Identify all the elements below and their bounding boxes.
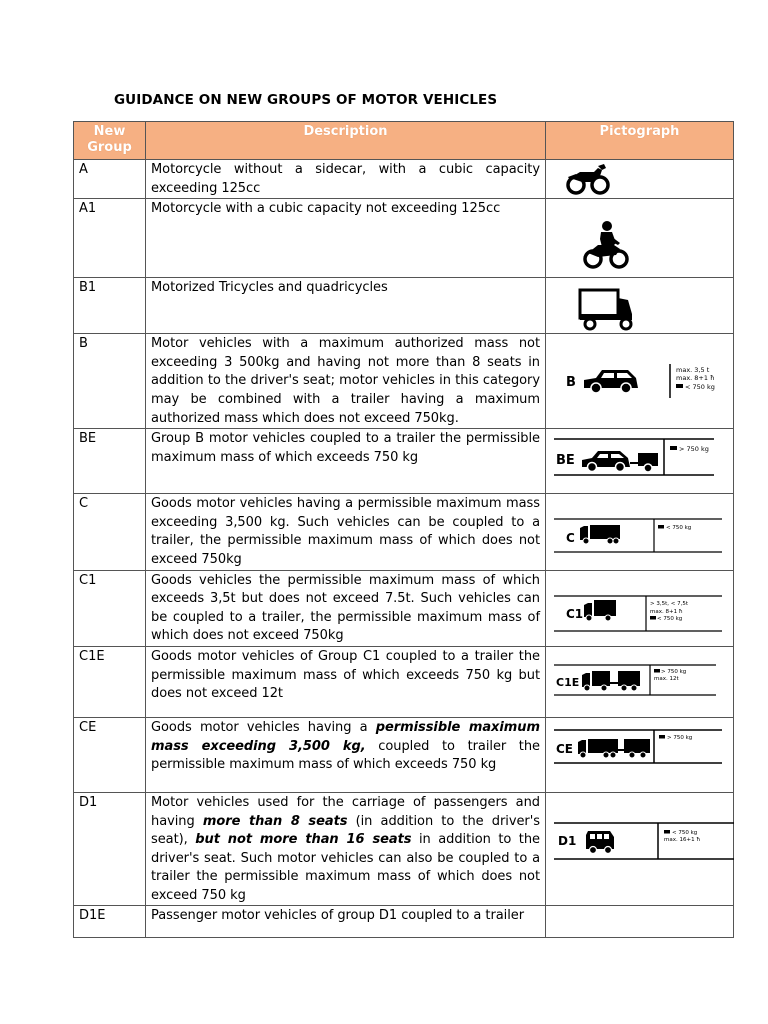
group-code: B1	[74, 278, 146, 334]
group-code: CE	[74, 717, 146, 792]
header-description: Description	[146, 122, 546, 160]
table-header-row	[74, 122, 734, 160]
header-pictograph: Pictograph	[546, 122, 734, 160]
truck-trailer-pictograph	[546, 718, 734, 792]
group-code: D1E	[74, 906, 146, 938]
pictograph-cell	[546, 494, 734, 570]
pictograph-label: BE	[556, 453, 575, 469]
group-description: Group B motor vehicles coupled to a trailer the permissible maximum mass of which exceeds 750 kg	[146, 429, 546, 494]
pictograph-note: max. 8+1 ħ	[676, 374, 715, 383]
truck-icon	[582, 671, 610, 691]
table-row	[74, 570, 734, 646]
trailer-icon	[618, 739, 650, 758]
trailer-icon	[610, 671, 640, 691]
motorcycle-icon	[546, 160, 734, 198]
car-icon	[584, 370, 638, 393]
group-code: D1	[74, 792, 146, 906]
group-code: C	[74, 494, 146, 570]
table-row	[74, 334, 734, 429]
trailer-icon	[676, 384, 683, 388]
group-description: Goods motor vehicles having a permissible maximum mass exceeding 3,500 kg. Such vehicles can be coupled to a trailer, the permissible maximum mass of which does not exceed 750kg	[146, 494, 546, 570]
car-pictograph	[546, 334, 734, 427]
pictograph-label: C1E	[556, 675, 580, 689]
pictograph-cell	[546, 646, 734, 717]
pictograph-note: max. 12t	[654, 675, 679, 682]
group-code: C1E	[74, 646, 146, 717]
description-emphasis: more than 8 seats	[202, 813, 348, 829]
group-description: Passenger motor vehicles of group D1 coupled to a trailer	[146, 906, 546, 938]
truck-icon	[580, 525, 620, 544]
group-description: Goods motor vehicles of Group C1 coupled to a trailer the permissible maximum mass of which exceeds 750 kg but does not exceed 12t	[146, 646, 546, 717]
pictograph-cell	[546, 429, 734, 494]
pictograph-note: > 3,5t, < 7,5t	[650, 600, 689, 607]
trailer-icon	[650, 616, 656, 620]
group-description: Motorized Tricycles and quadricycles	[146, 278, 546, 334]
table-row	[74, 646, 734, 717]
description-text: Goods motor vehicles having a	[151, 719, 376, 735]
pictograph-note: > 750 kg	[661, 668, 687, 675]
pictograph-cell	[546, 717, 734, 792]
description-text: coupled to trailer the permissible maximum mass of which exceeds 750 kg	[151, 738, 540, 773]
table-row	[74, 160, 734, 199]
car-trailer-pictograph	[546, 429, 734, 493]
pictograph-label: B	[566, 375, 576, 391]
trailer-icon	[630, 453, 658, 472]
vehicle-groups-table	[73, 121, 734, 938]
minibus-icon	[586, 831, 614, 854]
description-emphasis: but not more than 16 seats	[195, 832, 412, 848]
trailer-icon	[664, 830, 670, 834]
pictograph-label: C1	[566, 606, 584, 621]
car-icon	[582, 451, 630, 472]
description-text: in addition to the driver's seat. Such motor vehicles can also be coupled to a trailer the permissible maximum mass of which does not exceed 750 kg	[151, 832, 540, 903]
table-row	[74, 429, 734, 494]
group-description	[146, 717, 546, 792]
group-code: A	[74, 160, 146, 199]
table-row	[74, 278, 734, 334]
group-code: C1	[74, 570, 146, 646]
pictograph-note: < 750 kg	[657, 615, 683, 622]
group-description: Goods vehicles the permissible maximum mass of which exceeds 3,5t but does not exceed 7.5t. Such vehicles can be coupled to a trailer, the permissible maximum mass of which does not exceed 750kg	[146, 570, 546, 646]
pictograph-cell	[546, 160, 734, 199]
group-code: BE	[74, 429, 146, 494]
pictograph-note: < 750 kg	[672, 829, 698, 836]
truck-pictograph	[546, 494, 734, 569]
pictograph-cell	[546, 792, 734, 906]
table-row	[74, 717, 734, 792]
truck-icon	[584, 600, 616, 621]
group-description: Motorcycle without a sidecar, with a cubic capacity exceeding 125cc	[146, 160, 546, 199]
truck-icon	[578, 739, 618, 758]
pictograph-note: > 750 kg	[679, 445, 709, 454]
pictograph-note: < 750 kg	[685, 383, 715, 392]
group-description: Motorcycle with a cubic capacity not exceeding 125cc	[146, 199, 546, 278]
header-new-group: New Group	[74, 122, 146, 160]
pictograph-cell	[546, 570, 734, 646]
light-truck-trailer-pictograph	[546, 647, 734, 717]
table-row	[74, 494, 734, 570]
pictograph-label: CE	[556, 741, 574, 756]
trailer-icon	[654, 669, 660, 673]
trailer-icon	[658, 525, 664, 529]
pictograph-cell	[546, 278, 734, 334]
trailer-icon	[670, 446, 677, 450]
pictograph-label: D1	[558, 833, 577, 848]
group-code: A1	[74, 199, 146, 278]
tricycle-icon	[546, 278, 734, 333]
table-row	[74, 906, 734, 938]
description-emphasis: permissible maximum mass exceeding 3,500 kg,	[151, 719, 540, 754]
minibus-pictograph	[546, 793, 734, 903]
group-description: Motor vehicles with a maximum authorized mass not exceeding 3 500kg and having not more than 8 seats in addition to the driver's seat; motor vehicles in this category may be combined with a trailer having a maximum authorized mass which does not exceed 750kg.	[146, 334, 546, 429]
table-row	[74, 792, 734, 906]
pictograph-cell	[546, 906, 734, 938]
description-text: Motor vehicles used for the carriage of passengers and having	[151, 794, 540, 829]
motorcycle-rider-icon	[546, 199, 734, 277]
group-description	[146, 792, 546, 906]
light-truck-pictograph	[546, 571, 734, 645]
pictograph-note: max. 16+1 ħ	[664, 836, 701, 843]
description-text: (in addition to the driver's seat),	[151, 813, 540, 848]
pictograph-note: < 750 kg	[666, 525, 692, 532]
pictograph-cell	[546, 334, 734, 429]
trailer-icon	[659, 735, 665, 739]
pictograph-label: C	[566, 531, 575, 546]
group-code: B	[74, 334, 146, 429]
pictograph-note: max. 8+1 ħ	[650, 608, 683, 615]
table-row	[74, 199, 734, 278]
pictograph-note: > 750 kg	[667, 734, 693, 741]
pictograph-cell	[546, 199, 734, 278]
document-title: GUIDANCE ON NEW GROUPS OF MOTOR VEHICLES	[114, 92, 498, 108]
pictograph-note: max. 3,5 t	[676, 366, 710, 375]
